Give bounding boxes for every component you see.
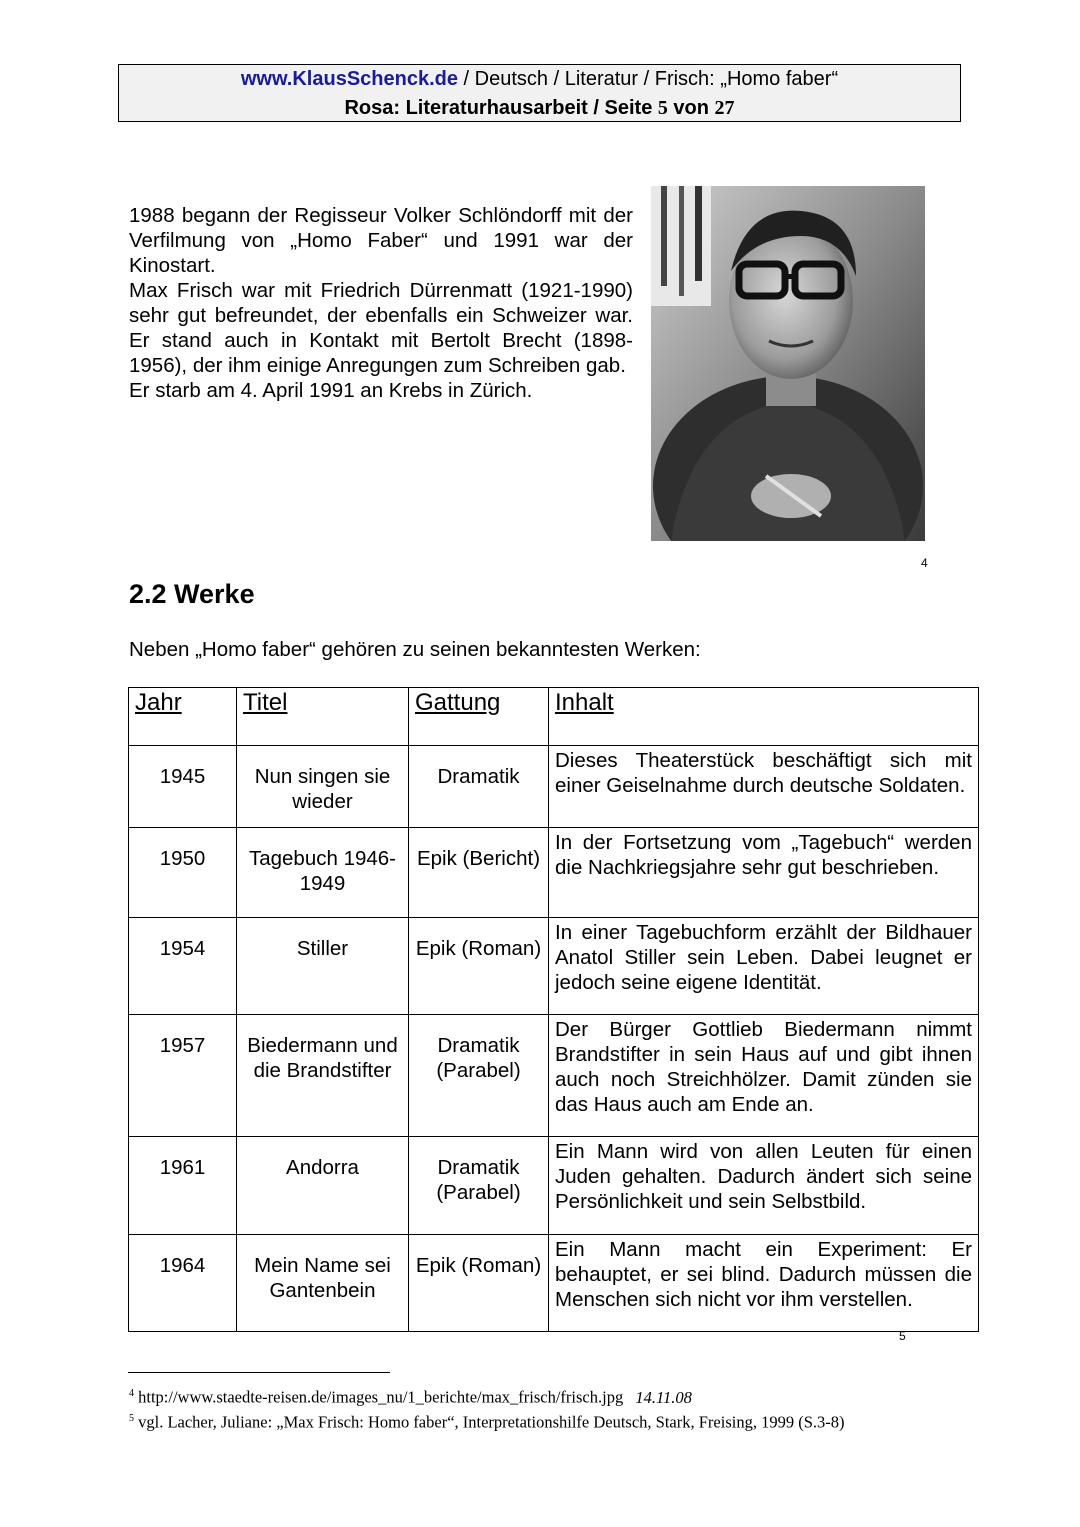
cell-title: Nun singen sie wieder [254, 765, 391, 813]
footnote-number: 5 [129, 1412, 134, 1424]
footnote-divider [128, 1372, 390, 1373]
table-row [129, 1235, 979, 1332]
cell-year: 1950 [159, 847, 206, 870]
intro-text [129, 203, 633, 403]
cell-genre: Epik (Roman) [415, 937, 542, 960]
cell-title: Mein Name sei Gantenbein [254, 1254, 391, 1302]
table-row [129, 1015, 979, 1137]
cell-title: Tagebuch 1946-1949 [248, 847, 397, 895]
header-path: / Deutsch / Literatur / Frisch: „Homo faber“ [457, 68, 839, 90]
cell-content: Ein Mann macht ein Experiment: Er behauptet, er sei blind. Dadurch müssen die Menschen sich nicht vor ihm verstellen. [555, 1238, 972, 1311]
photo-footnote-marker: 4 [921, 556, 928, 570]
col-header-content: Inhalt [549, 688, 979, 746]
intro-paragraph-2: Max Frisch war mit Friedrich Dürrenmatt (1921-1990) sehr gut befreundet, der ebenfalls ein Schweizer war. Er stand auch in Kontakt mit Bertolt Brecht (1898-1956), der ihm einige Anregungen zum Schreiben gab. [129, 279, 633, 377]
cell-content: In der Fortsetzung vom „Tagebuch“ werden die Nachkriegsjahre sehr gut beschrieben. [555, 831, 972, 879]
col-header-genre: Gattung [409, 688, 549, 746]
cell-genre: Dramatik (Parabel) [436, 1034, 521, 1082]
col-header-title: Titel [237, 688, 409, 746]
table-header-row [129, 688, 979, 746]
footnote-number: 4 [129, 1388, 134, 1399]
cell-genre: Epik (Bericht) [416, 847, 541, 870]
section-lead: Neben „Homo faber“ gehören zu seinen bekanntesten Werken: [129, 638, 701, 661]
cell-genre: Dramatik [437, 765, 520, 788]
cell-year: 1945 [159, 765, 206, 788]
cell-title: Biedermann und die Brandstifter [247, 1034, 398, 1082]
cell-content: In einer Tagebuchform erzählt der Bildhauer Anatol Stiller sein Leben. Dabei leugnet er jedoch seine eigene Identität. [555, 921, 972, 994]
cell-genre: Dramatik (Parabel) [436, 1156, 521, 1204]
header-doc-title: Rosa: Literaturhausarbeit / Seite [344, 97, 658, 119]
cell-content: Dieses Theaterstück beschäftigt sich mit einer Geiselnahme durch deutsche Soldaten. [555, 749, 972, 797]
cell-content: Der Bürger Gottlieb Biedermann nimmt Brandstifter in sein Haus auf und gibt ihnen auch noch Streichhölzer. Damit zünden sie das Haus auch am Ende an. [555, 1018, 972, 1116]
cell-content: Ein Mann wird von allen Leuten für einen Juden gehalten. Dadurch ändert sich seine Persönlichkeit und sein Selbstbild. [555, 1140, 972, 1213]
footnotes [129, 1383, 845, 1432]
cell-title: Andorra [286, 1156, 359, 1179]
table-row [129, 1137, 979, 1235]
section-title: 2.2 Werke [129, 579, 255, 609]
cell-title: Stiller [296, 937, 349, 960]
col-header-year: Jahr [129, 688, 237, 746]
footnote-text: vgl. Lacher, Juliane: „Max Frisch: Homo faber“, Interpretationshilfe Deutsch, Stark, Freising, 1999 (S.3-8) [138, 1412, 845, 1431]
site-link[interactable]: www.KlausSchenck.de [240, 68, 458, 90]
cell-year: 1954 [159, 937, 206, 960]
intro-paragraph-1: 1988 begann der Regisseur Volker Schlöndorff mit der Verfilmung von „Homo Faber“ und 1991 war der Kinostart. [129, 204, 633, 277]
author-photo [651, 186, 925, 541]
footnote-4 [129, 1383, 845, 1408]
page-total: 27 [714, 97, 735, 119]
footnote-5 [129, 1408, 845, 1433]
table-row [129, 746, 979, 828]
table-row [129, 918, 979, 1015]
header-von: von [667, 97, 715, 119]
cell-genre: Epik (Roman) [415, 1254, 542, 1277]
page-number: 5 [657, 97, 668, 119]
page-header [118, 64, 961, 122]
cell-year: 1957 [159, 1034, 206, 1057]
footnote-date: 14.11.08 [635, 1387, 692, 1407]
table-footnote-marker: 5 [899, 1329, 906, 1343]
header-line-2 [119, 94, 960, 123]
header-line-1 [119, 65, 960, 94]
footnote-url[interactable]: http://www.staedte-reisen.de/images_nu/1_berichte/max_frisch/frisch.jpg [138, 1387, 624, 1407]
cell-year: 1964 [159, 1254, 206, 1277]
works-table [128, 687, 979, 1332]
cell-year: 1961 [159, 1156, 206, 1179]
intro-paragraph-3: Er starb am 4. April 1991 an Krebs in Zürich. [129, 379, 533, 402]
table-row [129, 828, 979, 918]
